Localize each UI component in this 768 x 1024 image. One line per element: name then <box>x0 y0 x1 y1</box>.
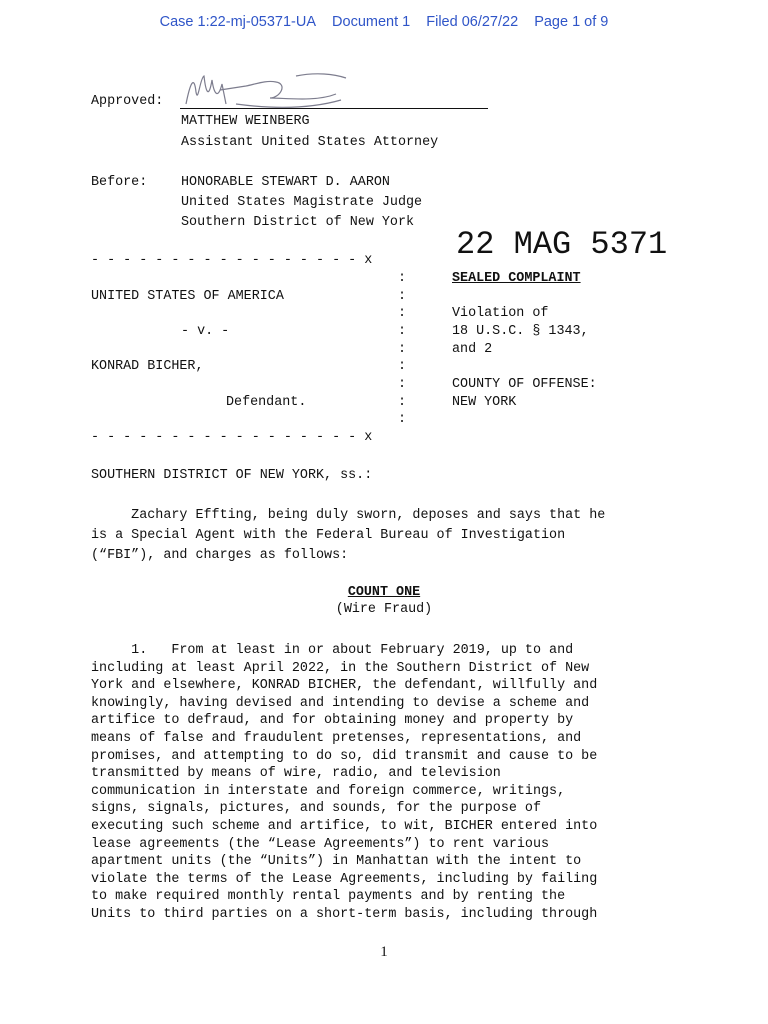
caption-colon: : <box>398 342 407 357</box>
text-line: promises, and attempting to do so, did transmit and cause to be <box>91 748 598 764</box>
judge-name: HONORABLE STEWART D. AARON <box>181 175 390 190</box>
page-number: 1 <box>380 944 388 960</box>
case-number: Case 1:22-mj-05371-UA <box>159 14 316 30</box>
judge-title: United States Magistrate Judge <box>181 195 423 210</box>
caption-colon: : <box>398 395 407 410</box>
caption-colon: : <box>398 412 407 427</box>
approver-name: MATTHEW WEINBERG <box>181 114 310 129</box>
violation-line: 18 U.S.C. § 1343, <box>452 324 589 339</box>
defendant-role: Defendant. <box>226 395 307 410</box>
intro-paragraph <box>91 506 671 566</box>
caption-colon: : <box>398 359 407 374</box>
magistrate-number: 22 MAG 5371 <box>456 226 668 263</box>
count-title <box>0 585 768 600</box>
county-label: COUNTY OF OFFENSE: <box>452 377 597 392</box>
case-header <box>0 14 768 30</box>
count-title-text: COUNT ONE <box>347 585 421 600</box>
text-line: York and elsewhere, KONRAD BICHER, the defendant, willfully and <box>91 678 598 694</box>
text-line: apartment units (the “Units”) in Manhattan with the intent to <box>91 854 582 870</box>
text-line: (“FBI”), and charges as follows: <box>91 548 349 563</box>
approver-title: Assistant United States Attorney <box>181 135 439 150</box>
text-line: 1. From at least in or about February 2019, up to and <box>91 643 574 658</box>
text-line: communication in interstate and foreign commerce, writings, <box>91 783 566 799</box>
text-line: violate the terms of the Lease Agreements, including by failing <box>91 871 598 887</box>
defendant-name: KONRAD BICHER, <box>91 359 204 374</box>
paragraph-1 <box>91 642 671 924</box>
text-line: means of false and fraudulent pretenses, representations, and <box>91 730 582 746</box>
text-line: to make required monthly rental payments and by renting the <box>91 889 566 905</box>
filed-date: Filed 06/27/22 <box>426 14 519 30</box>
caption-dash-line-bottom: - - - - - - - - - - - - - - - - - x <box>91 430 373 445</box>
text-line: knowingly, having devised and intending to devise a scheme and <box>91 695 590 711</box>
violation-line: and 2 <box>452 342 493 357</box>
caption-colon: : <box>398 306 407 321</box>
caption-colon: : <box>398 271 407 286</box>
document-number: Document 1 <box>332 14 411 30</box>
caption-colon: : <box>398 377 407 392</box>
text-line: lease agreements (the “Lease Agreements”) to rent various <box>91 836 550 852</box>
text-line: including at least April 2022, in the Southern District of New <box>91 660 590 676</box>
approved-label: Approved: <box>91 94 164 109</box>
caption-dash-line-top: - - - - - - - - - - - - - - - - - x <box>91 253 373 268</box>
plaintiff-name: UNITED STATES OF AMERICA <box>91 289 284 304</box>
page-indicator: Page 1 of 9 <box>534 14 609 30</box>
caption-colon: : <box>398 289 407 304</box>
text-line: signs, signals, pictures, and sounds, for the purpose of <box>91 801 541 817</box>
venue-line: SOUTHERN DISTRICT OF NEW YORK, ss.: <box>91 468 373 483</box>
text-line: executing such scheme and artifice, to wit, BICHER entered into <box>91 818 598 834</box>
text-line: Zachary Effting, being duly sworn, deposes and says that he <box>91 508 606 523</box>
judge-district: Southern District of New York <box>181 215 415 230</box>
violation-line: Violation of <box>452 306 549 321</box>
text-line: Units to third parties on a short-term basis, including through <box>91 906 598 922</box>
versus-label: - v. - <box>181 324 230 339</box>
signature-image <box>176 64 356 120</box>
text-line: artifice to defraud, and for obtaining money and property by <box>91 713 574 729</box>
text-line: is a Special Agent with the Federal Bureau of Investigation <box>91 528 566 543</box>
county-value: NEW YORK <box>452 395 517 410</box>
sealed-complaint-heading: SEALED COMPLAINT <box>452 271 581 286</box>
count-subtitle: (Wire Fraud) <box>335 602 433 617</box>
text-line: transmitted by means of wire, radio, and television <box>91 766 501 782</box>
before-label: Before: <box>91 175 148 190</box>
caption-colon: : <box>398 324 407 339</box>
